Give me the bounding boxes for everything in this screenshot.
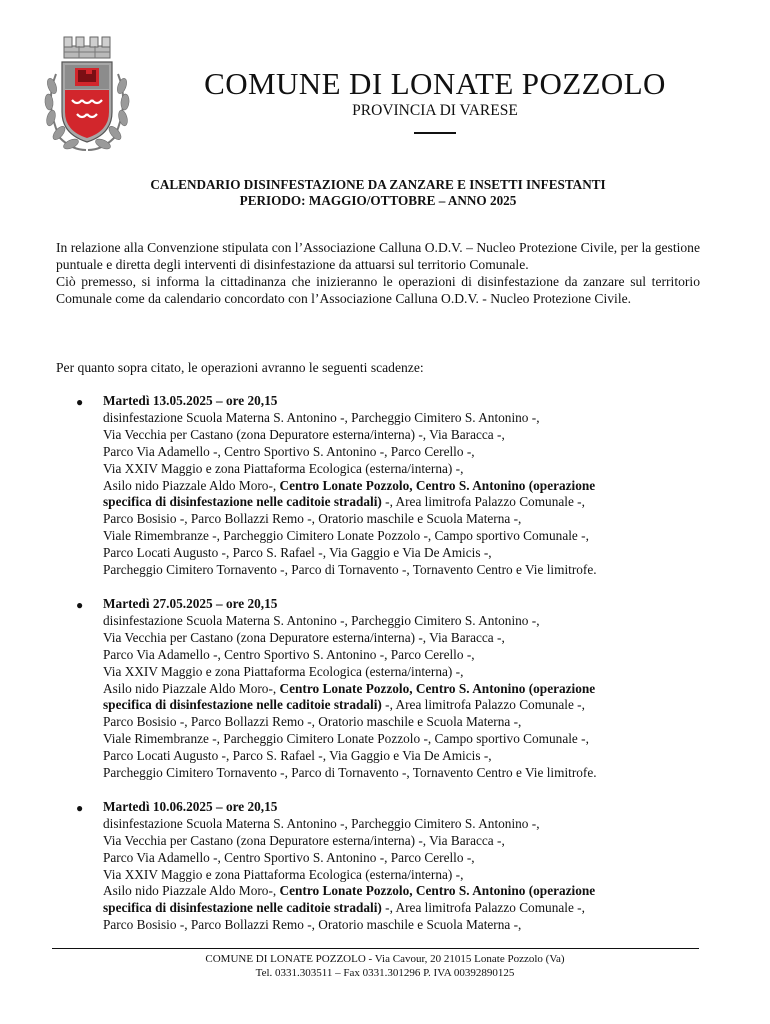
entry-highlight: specifica di disinfestazione nelle caditoie stradali)	[103, 494, 382, 510]
entry-line: Via Vecchia per Castano (zona Depuratore esterna/interna) -, Via Baracca -,	[103, 426, 505, 442]
schedule-entry	[56, 393, 700, 579]
entry-line	[103, 494, 700, 511]
crown-icon	[64, 37, 110, 58]
title-line-1: CALENDARIO DISINFESTAZIONE DA ZANZARE E INSETTI INFESTANTI	[150, 177, 606, 192]
bullet-icon: ●	[76, 800, 84, 815]
entry-text: Asilo nido Piazzale Aldo Moro-,	[103, 883, 280, 899]
footer-contacts: Tel. 0331.303511 – Fax 0331.301296 P. IVA 00392890125	[255, 967, 515, 979]
entry-line: Parco Locati Augusto -, Parco S. Rafael -, Via Gaggio e Via De Amicis -,	[103, 748, 492, 764]
entry-text: Asilo nido Piazzale Aldo Moro-,	[103, 477, 280, 493]
schedule-list	[56, 393, 700, 951]
intro-text	[56, 239, 700, 307]
entry-highlight: specifica di disinfestazione nelle caditoie stradali)	[103, 900, 382, 916]
schedule-entry	[56, 596, 700, 782]
entry-line: Via Vecchia per Castano (zona Depuratore esterna/interna) -, Via Baracca -,	[103, 832, 505, 848]
entry-line: disinfestazione Scuola Materna S. Antonino -, Parcheggio Cimitero S. Antonino -,	[103, 409, 540, 425]
entry-text: -, Area limitrofa Palazzo Comunale -,	[381, 494, 585, 510]
header-divider	[414, 132, 456, 134]
entry-line	[103, 883, 700, 900]
entry-line	[103, 681, 700, 698]
entry-highlight: Centro Lonate Pozzolo, Centro S. Antonino (operazione	[279, 680, 596, 696]
entry-line: Parco Locati Augusto -, Parco S. Rafael -, Via Gaggio e Via De Amicis -,	[103, 545, 492, 561]
entry-date: Martedì 27.05.2025 – ore 20,15	[103, 595, 278, 611]
entry-line: Via XXIV Maggio e zona Piattaforma Ecologica (esterna/interna) -,	[103, 460, 464, 476]
intro-paragraph-2: Ciò premesso, si informa la cittadinanza che inizieranno le operazioni di disinfestazione da zanzare sul territorio Comunale come da calendario concordato con l’Associazione Calluna O.D.V. - Nucleo Protezione Civile.	[56, 274, 700, 306]
entry-line: Parco Via Adamello -, Centro Sportivo S. Antonino -, Parco Cerello -,	[103, 443, 475, 459]
province-name: PROVINCIA DI VARESE	[352, 102, 518, 119]
entry-text: -, Area limitrofa Palazzo Comunale -,	[381, 697, 585, 713]
entry-line: Parco Bosisio -, Parco Bollazzi Remo -, Oratorio maschile e Scuola Materna -,	[103, 511, 522, 527]
entry-text: -, Area limitrofa Palazzo Comunale -,	[381, 900, 585, 916]
entry-text: Asilo nido Piazzale Aldo Moro-,	[103, 680, 280, 696]
entry-highlight: Centro Lonate Pozzolo, Centro S. Antonino (operazione	[279, 477, 596, 493]
entry-line: Parco Via Adamello -, Centro Sportivo S. Antonino -, Parco Cerello -,	[103, 849, 475, 865]
municipality-name: COMUNE DI LONATE POZZOLO	[204, 66, 666, 101]
entry-line: Parco Bosisio -, Parco Bollazzi Remo -, Oratorio maschile e Scuola Materna -,	[103, 714, 522, 730]
schedule-entry	[56, 799, 700, 934]
entry-line	[103, 478, 700, 495]
entry-line: Viale Rimembranze -, Parcheggio Cimitero Lonate Pozzolo -, Campo sportivo Comunale -,	[103, 528, 589, 544]
entry-highlight: Centro Lonate Pozzolo, Centro S. Antonino (operazione	[279, 883, 596, 899]
schedule-lead-text: Per quanto sopra citato, le operazioni avranno le seguenti scadenze:	[56, 360, 424, 375]
entry-line	[103, 697, 700, 714]
entry-line: disinfestazione Scuola Materna S. Antonino -, Parcheggio Cimitero S. Antonino -,	[103, 815, 540, 831]
entry-line	[103, 900, 700, 917]
entry-line: disinfestazione Scuola Materna S. Antonino -, Parcheggio Cimitero S. Antonino -,	[103, 612, 540, 628]
entry-line: Parco Bosisio -, Parco Bollazzi Remo -, Oratorio maschile e Scuola Materna -,	[103, 917, 522, 933]
document-title	[56, 177, 700, 209]
entry-highlight: specifica di disinfestazione nelle caditoie stradali)	[103, 697, 382, 713]
intro-paragraph-1: In relazione alla Convenzione stipulata con l’Associazione Calluna O.D.V. – Nucleo Protezione Civile, per la gestione puntuale e diretta degli interventi di disinfestazione da attuarsi sul territorio Comunale.	[56, 240, 700, 272]
footer-address: COMUNE DI LONATE POZZOLO - Via Cavour, 20 21015 Lonate Pozzolo (Va)	[205, 953, 565, 965]
entry-date: Martedì 10.06.2025 – ore 20,15	[103, 798, 278, 814]
entry-date: Martedì 13.05.2025 – ore 20,15	[103, 393, 278, 408]
letterhead	[100, 66, 770, 134]
bullet-icon: ●	[76, 395, 84, 409]
entry-line: Via XXIV Maggio e zona Piattaforma Ecologica (esterna/interna) -,	[103, 663, 464, 679]
entry-line: Viale Rimembranze -, Parcheggio Cimitero Lonate Pozzolo -, Campo sportivo Comunale -,	[103, 731, 589, 747]
bullet-icon: ●	[76, 597, 84, 612]
entry-line: Via Vecchia per Castano (zona Depuratore esterna/interna) -, Via Baracca -,	[103, 629, 505, 645]
title-line-2: PERIODO: MAGGIO/OTTOBRE – ANNO 2025	[239, 193, 517, 208]
entry-line: Parco Via Adamello -, Centro Sportivo S. Antonino -, Parco Cerello -,	[103, 646, 475, 662]
page-footer	[0, 952, 770, 980]
footer-divider	[52, 948, 699, 949]
entry-line: Via XXIV Maggio e zona Piattaforma Ecologica (esterna/interna) -,	[103, 866, 464, 882]
entry-line: Parcheggio Cimitero Tornavento -, Parco di Tornavento -, Tornavento Centro e Vie limitrofe.	[103, 562, 597, 578]
entry-line: Parcheggio Cimitero Tornavento -, Parco di Tornavento -, Tornavento Centro e Vie limitrofe.	[103, 765, 597, 781]
